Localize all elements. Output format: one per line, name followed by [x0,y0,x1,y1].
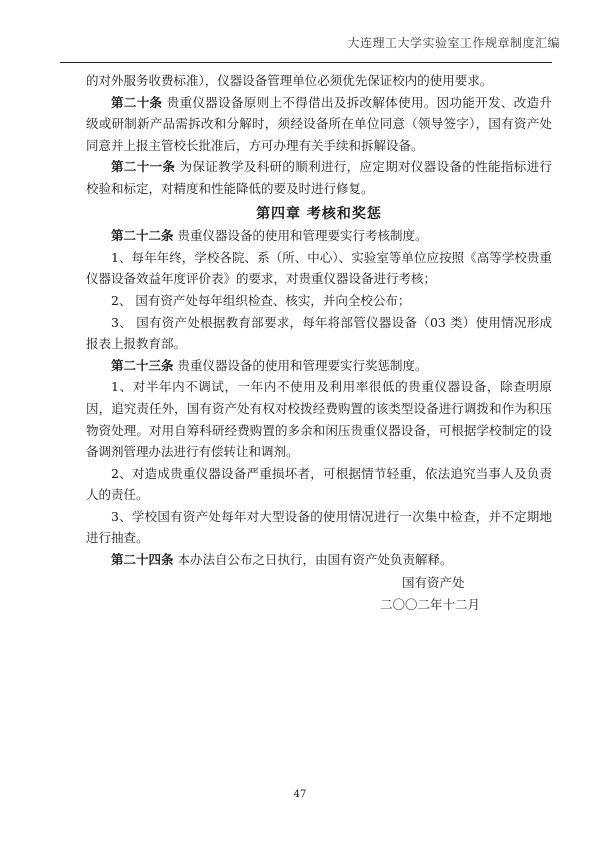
article-number: 第二十二条 [111,228,174,244]
article-22: 第二十二条 贵重仪器设备的使用和管理要实行考核制度。 [111,228,428,244]
list-item: 3、 国有资产处根据教育部要求，每年将部管仪器设备（03 类）使用情况形成报表上报教育部。 [86,314,552,352]
article-number: 第二十四条 [111,552,174,568]
list-item: 2、 国有资产处每年组织检查、核实，并向全校公布； [111,292,411,308]
signature-block [380,572,530,616]
article-number: 第二十条 [111,94,163,110]
list-item: 1、每年年终，学校各院、系（所、中心）、实验室等单位应按照《高等学校贵重仪器设备效益年度评价表》的要求，对贵重仪器设备进行考核； [86,249,552,287]
signature-date: 二〇〇二年十二月 [380,597,481,612]
header-rule [60,62,552,63]
article-24: 第二十四条 本办法自公布之日执行，由国有资产处负责解释。 [111,552,453,568]
article-number: 第二十一条 [111,159,176,175]
running-header: 大连理工大学实验室工作规章制度汇编 [347,36,560,50]
signature-org: 国有资产处 [402,575,465,590]
document-body [86,70,552,571]
page-number: 47 [293,789,307,800]
list-item: 1、对半年内不调试，一年内不使用及利用率很低的贵重仪器设备，除查明原因，追究责任外，国有资产处有权对校拨经费购置的该类型设备进行调拨和作为积压物资处理。对用自筹科研经费购置的多余和闲压贵重仪器设备，可根据学校制定的设备调剂管理办法进行有偿转让和调剂。 [86,379,552,460]
chapter-heading: 第四章 考核和奖惩 [256,205,382,222]
list-item: 2、对造成贵重仪器设备严重损坏者，可根据情节轻重，依法追究当事人及负责人的责任。 [86,465,552,503]
article-23: 第二十三条 贵重仪器设备的使用和管理要实行奖惩制度。 [111,357,428,373]
list-item: 3、学校国有资产处每年对大型设备的使用情况进行一次集中检查，并不定期地进行抽查。 [86,508,552,546]
article-20: 第二十条 贵重仪器设备原则上不得借出及拆改解体使用。因功能开发、改造升级或研制新产品需拆改和分解时，须经设备所在单位同意（领导签字），国有资产处同意并上报主管校长批准后，方可办理有关手续和拆解设备。 [86,94,552,153]
article-number: 第二十三条 [111,357,174,373]
paragraph: 的对外服务收费标准），仪器设备管理单位必须优先保证校内的使用要求。 [86,73,493,88]
article-21: 第二十一条 为保证教学及科研的顺利进行，应定期对仪器设备的性能指标进行校验和标定，对精度和性能降低的要及时进行修复。 [86,159,552,196]
